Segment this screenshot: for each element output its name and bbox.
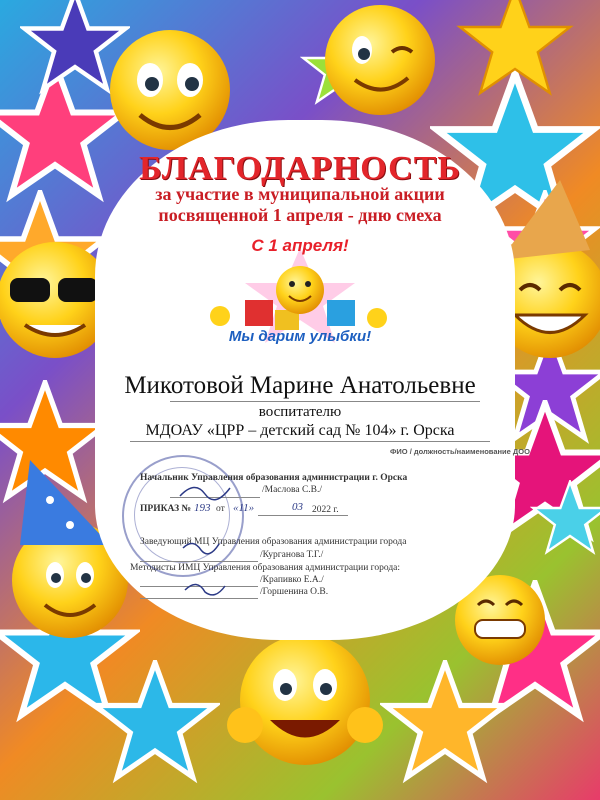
head-title: Начальник Управления образования администрации г. Орска bbox=[140, 473, 408, 483]
head-name: /Маслова С.В./ bbox=[262, 485, 323, 495]
emblem-bottom-text: Мы дарим улыбки! bbox=[228, 328, 372, 345]
organization-underline bbox=[130, 441, 490, 442]
certificate-title: БЛАГОДАРНОСТЬ bbox=[139, 150, 461, 187]
organization-caption: ФИО / должность/наименование ДОО bbox=[390, 447, 530, 456]
methodist2-signature-line bbox=[140, 598, 258, 599]
order-month: 03 bbox=[292, 501, 303, 513]
methodists-title: Методисты ИМЦ Управления образования администрации города: bbox=[130, 563, 401, 573]
certificate-subtitle-line1: за участие в муниципальной акции bbox=[155, 184, 445, 204]
certificate-subtitle-line2: посвященной 1 апреля - дню смеха bbox=[158, 205, 442, 225]
handwritten-signatures bbox=[175, 478, 255, 598]
order-label: ПРИКАЗ № bbox=[140, 504, 192, 514]
order-number: 193 bbox=[194, 502, 211, 514]
recipient-role: воспитателю bbox=[258, 404, 342, 420]
recipient-name: Микотовой Марине Анатольевне bbox=[124, 372, 476, 399]
organization-name: МДОАУ «ЦРР – детский сад № 104» г. Орска bbox=[145, 422, 455, 439]
deputy-title: Заведующий МЦ Управления образования администрации города bbox=[140, 537, 407, 547]
emblem-top-text: С 1 апреля! bbox=[251, 236, 349, 255]
order-day: «11» bbox=[233, 502, 255, 514]
methodist1-name: /Крапивко Е.А./ bbox=[260, 575, 324, 585]
deputy-name: /Курганова Т.Г./ bbox=[260, 550, 324, 560]
name-underline bbox=[170, 401, 480, 402]
order-from: от bbox=[216, 504, 225, 514]
april-fools-emblem bbox=[205, 228, 395, 358]
order-month-line bbox=[258, 515, 348, 516]
methodist2-name: /Горшенина О.В. bbox=[260, 587, 329, 597]
order-year: 2022 г. bbox=[312, 505, 339, 515]
